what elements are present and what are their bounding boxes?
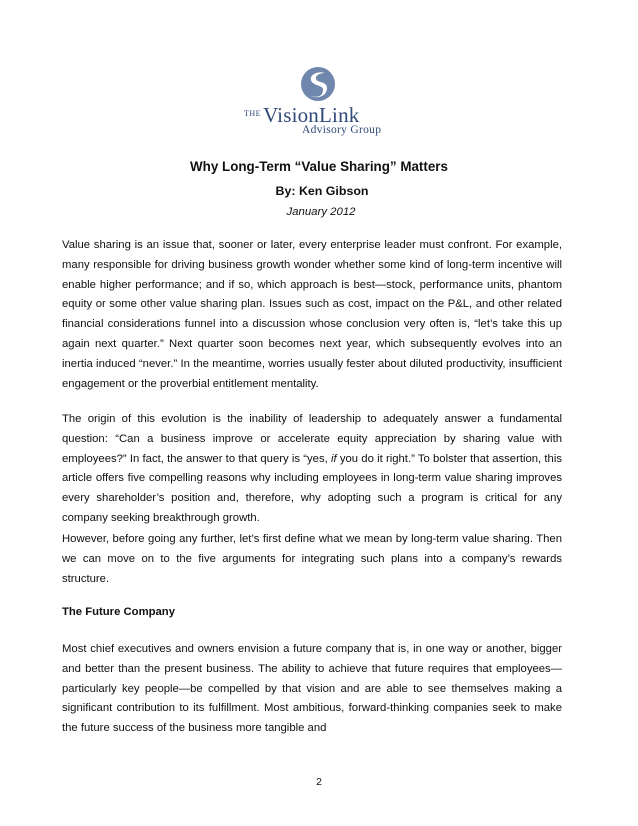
company-logo — [244, 64, 404, 138]
section-heading: The Future Company — [62, 606, 175, 618]
logo-subtitle: Advisory Group — [302, 124, 382, 136]
logo-the: THE — [244, 109, 262, 118]
document-title: Why Long-Term “Value Sharing” Matters — [190, 159, 448, 174]
swirl-emblem-icon — [298, 64, 338, 104]
paragraph-origin-part2: you do it right.” To bolster that assertion, this article offers five compelling reasons why including employees in long-term value sharing improves every shareholder’s position and, therefore, why adopting such a program is critical for any company seeking breakthrough growth. — [62, 452, 562, 524]
paragraph-origin — [62, 410, 562, 529]
paragraph-intro: Value sharing is an issue that, sooner or later, every enterprise leader must confront. For example, many responsible for driving business growth wonder whether some kind of long-term incentive will enable higher performance; and if so, which approach is best—stock, performance units, phantom equity or some other value sharing plan. Issues such as cost, impact on the P&L, and other related financial considerations funnel into a discussion whose conclusion very often is, “let’s take this up again next quarter.” Next quarter soon becomes next year, which subsequently evolves into an inertia induced “never.” In the meantime, worries usually fester about diluted productivity, insufficient engagement or the proverbial entitlement mentality. — [62, 239, 562, 390]
paragraph-origin-part1: The origin of this evolution is the inability of leadership to adequately answer a fundamental question: “Can a business improve or accelerate equity appreciation by sharing value with employees?” In fact, the answer to that query is “yes, — [62, 413, 562, 465]
paragraph-definition: However, before going any further, let’s first define what we mean by long-term value sharing. Then we can move on to the five arguments for integrating such plans into a company’s rewards structure. — [62, 533, 562, 585]
paragraph-future-company: Most chief executives and owners envision a future company that is, in one way or another, bigger and better than the present business. The ability to achieve that future requires that employees—particularly key people—be compelled by that vision and are able to see themselves making a significant contribution to its fulfillment. Most ambitious, forward-thinking companies seek to make the future success of the business more tangible and — [62, 643, 562, 735]
page-number: 2 — [316, 776, 322, 788]
paragraph-origin-emphasis: if — [330, 452, 337, 465]
author-byline: By: Ken Gibson — [275, 184, 369, 198]
logo-name: VisionLink — [263, 103, 360, 127]
document-date: January 2012 — [286, 206, 356, 218]
